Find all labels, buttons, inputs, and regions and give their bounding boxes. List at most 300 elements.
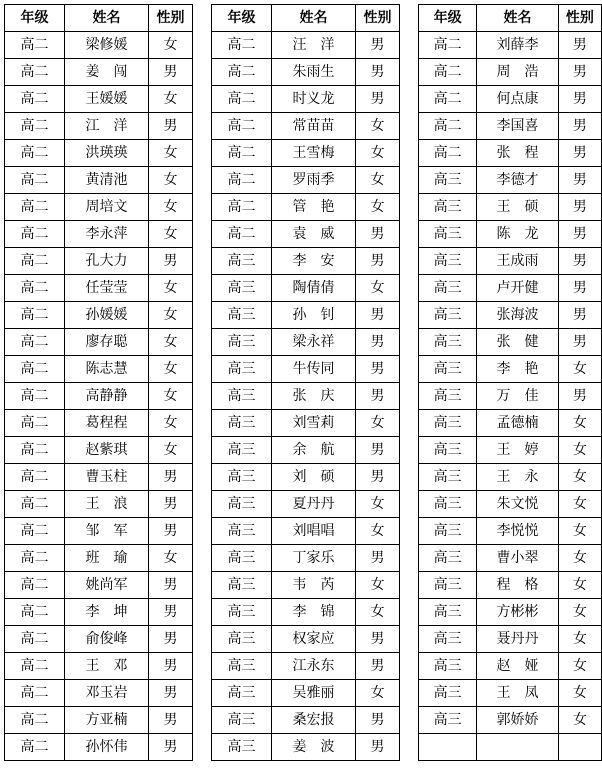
name-cell: 卢开健	[477, 275, 559, 302]
table-row	[212, 383, 400, 410]
name-cell: 管 艳	[272, 194, 356, 221]
grade-cell: 高二	[212, 59, 272, 86]
gender-cell: 男	[356, 734, 400, 761]
table-row	[5, 491, 193, 518]
table-row	[5, 140, 193, 167]
table-row	[5, 275, 193, 302]
grade-cell: 高三	[212, 680, 272, 707]
grade-cell: 高三	[419, 194, 477, 221]
grade-cell: 高二	[5, 599, 65, 626]
grade-cell: 高二	[5, 140, 65, 167]
gender-cell: 男	[356, 653, 400, 680]
header-grade: 年级	[419, 5, 477, 32]
grade-cell: 高三	[212, 572, 272, 599]
name-cell: 黄清池	[65, 167, 149, 194]
name-cell: 王 凤	[477, 680, 559, 707]
table-row	[419, 140, 602, 167]
name-cell: 罗雨季	[272, 167, 356, 194]
gender-cell: 女	[558, 599, 601, 626]
grade-cell: 高二	[5, 32, 65, 59]
gender-cell: 男	[149, 734, 193, 761]
name-cell: 孙媛媛	[65, 302, 149, 329]
table-row	[5, 248, 193, 275]
name-cell: 姚尚军	[65, 572, 149, 599]
name-cell: 刘 硕	[272, 464, 356, 491]
grade-cell: 高二	[5, 194, 65, 221]
name-cell: 万 佳	[477, 383, 559, 410]
gender-cell: 女	[558, 653, 601, 680]
grade-cell: 高二	[5, 572, 65, 599]
name-cell: 曹小翠	[477, 545, 559, 572]
gender-cell: 女	[149, 302, 193, 329]
table-row	[212, 86, 400, 113]
grade-cell: 高二	[212, 140, 272, 167]
gender-cell: 男	[149, 59, 193, 86]
table-row	[419, 59, 602, 86]
gender-cell: 女	[558, 545, 601, 572]
header-gender: 性别	[356, 5, 400, 32]
grade-cell: 高二	[5, 437, 65, 464]
gender-cell: 男	[558, 140, 601, 167]
table-row	[212, 302, 400, 329]
grade-cell: 高三	[419, 275, 477, 302]
grade-cell: 高二	[419, 32, 477, 59]
table-row	[5, 653, 193, 680]
grade-cell: 高二	[419, 113, 477, 140]
grade-cell: 高二	[5, 545, 65, 572]
grade-cell: 高二	[5, 626, 65, 653]
table-row	[5, 410, 193, 437]
table-row	[5, 194, 193, 221]
header-row	[212, 5, 400, 32]
table-row	[5, 221, 193, 248]
table-row	[419, 491, 602, 518]
gender-cell: 女	[149, 329, 193, 356]
name-cell: 王 浪	[65, 491, 149, 518]
gender-cell: 男	[558, 59, 601, 86]
grade-cell: 高三	[419, 167, 477, 194]
gender-cell: 女	[149, 356, 193, 383]
name-cell: 陶倩倩	[272, 275, 356, 302]
table-row	[212, 680, 400, 707]
gender-cell: 男	[149, 680, 193, 707]
table-row	[419, 86, 602, 113]
table-row	[5, 32, 193, 59]
gender-cell: 女	[558, 680, 601, 707]
gender-cell: 女	[356, 599, 400, 626]
gender-cell: 男	[149, 572, 193, 599]
table-row	[212, 626, 400, 653]
grade-cell: 高二	[5, 707, 65, 734]
grade-cell: 高三	[419, 410, 477, 437]
gender-cell: 男	[558, 383, 601, 410]
name-cell: 余 航	[272, 437, 356, 464]
grade-cell: 高二	[5, 653, 65, 680]
table-row	[212, 518, 400, 545]
name-cell: 姜 波	[272, 734, 356, 761]
table-row	[212, 410, 400, 437]
name-cell: 陈志慧	[65, 356, 149, 383]
name-cell: 方亚楠	[65, 707, 149, 734]
table-row	[212, 221, 400, 248]
table-row	[5, 545, 193, 572]
gender-cell: 女	[356, 680, 400, 707]
gender-cell: 女	[356, 167, 400, 194]
name-cell: 廖存聪	[65, 329, 149, 356]
gender-cell: 男	[558, 248, 601, 275]
name-cell: 葛程程	[65, 410, 149, 437]
table-row	[212, 707, 400, 734]
roster-table-3	[418, 4, 602, 761]
gender-cell: 女	[558, 572, 601, 599]
table-row	[212, 572, 400, 599]
table-row	[5, 437, 193, 464]
table-row	[419, 167, 602, 194]
name-cell: 王 硕	[477, 194, 559, 221]
name-cell: 时义龙	[272, 86, 356, 113]
gender-cell: 男	[558, 329, 601, 356]
table-row	[419, 437, 602, 464]
name-cell: 张 程	[477, 140, 559, 167]
gender-cell: 男	[149, 464, 193, 491]
grade-cell: 高二	[5, 302, 65, 329]
table-row	[5, 302, 193, 329]
table-row	[212, 140, 400, 167]
name-cell: 王 邓	[65, 653, 149, 680]
grade-cell: 高三	[419, 707, 477, 734]
gender-cell: 女	[356, 491, 400, 518]
grade-cell: 高三	[419, 221, 477, 248]
name-cell: 汪 洋	[272, 32, 356, 59]
grade-cell: 高二	[5, 383, 65, 410]
table-row	[212, 194, 400, 221]
table-row	[419, 302, 602, 329]
grade-cell: 高二	[419, 140, 477, 167]
grade-cell: 高三	[419, 680, 477, 707]
name-cell: 王成雨	[477, 248, 559, 275]
name-cell: 李德才	[477, 167, 559, 194]
grade-cell: 高三	[212, 734, 272, 761]
grade-cell: 高二	[5, 221, 65, 248]
table-row	[419, 275, 602, 302]
gender-cell: 男	[356, 59, 400, 86]
name-cell: 俞俊峰	[65, 626, 149, 653]
grade-cell: 高二	[5, 356, 65, 383]
grade-cell: 高二	[419, 59, 477, 86]
name-cell: 赵 娅	[477, 653, 559, 680]
table-row	[419, 113, 602, 140]
table-row	[212, 653, 400, 680]
name-cell: 洪瑛瑛	[65, 140, 149, 167]
name-cell: 牛传同	[272, 356, 356, 383]
name-cell: 李永萍	[65, 221, 149, 248]
name-cell: 江 洋	[65, 113, 149, 140]
name-cell: 周培文	[65, 194, 149, 221]
table-row	[212, 734, 400, 761]
table-row	[212, 356, 400, 383]
grade-cell: 高三	[419, 545, 477, 572]
table-row	[419, 626, 602, 653]
grade-cell: 高三	[419, 464, 477, 491]
name-cell: 朱雨生	[272, 59, 356, 86]
name-cell: 李 艳	[477, 356, 559, 383]
gender-cell: 男	[356, 626, 400, 653]
name-cell: 孟德楠	[477, 410, 559, 437]
gender-cell: 女	[356, 410, 400, 437]
name-cell: 李 坤	[65, 599, 149, 626]
name-cell: 王雪梅	[272, 140, 356, 167]
gender-cell: 女	[149, 140, 193, 167]
gender-cell: 男	[149, 518, 193, 545]
table-row	[5, 86, 193, 113]
table-row	[5, 113, 193, 140]
grade-cell: 高三	[419, 599, 477, 626]
grade-cell: 高三	[212, 275, 272, 302]
grade-cell: 高二	[5, 167, 65, 194]
grade-cell: 高二	[212, 167, 272, 194]
gender-cell: 女	[149, 32, 193, 59]
table-row	[419, 248, 602, 275]
name-cell: 孙 钊	[272, 302, 356, 329]
grade-cell: 高二	[212, 32, 272, 59]
gender-cell: 男	[149, 248, 193, 275]
gender-cell: 男	[149, 707, 193, 734]
table-row	[419, 464, 602, 491]
table-row	[212, 329, 400, 356]
gender-cell: 男	[558, 275, 601, 302]
name-cell: 班 瑜	[65, 545, 149, 572]
gender-cell: 男	[356, 383, 400, 410]
gender-cell: 男	[149, 491, 193, 518]
header-grade: 年级	[212, 5, 272, 32]
name-cell: 韦 芮	[272, 572, 356, 599]
grade-cell: 高三	[419, 437, 477, 464]
grade-cell: 高三	[419, 491, 477, 518]
name-cell: 刘雪莉	[272, 410, 356, 437]
table-row	[5, 167, 193, 194]
grade-cell: 高三	[212, 437, 272, 464]
name-cell: 何点康	[477, 86, 559, 113]
gender-cell: 女	[149, 86, 193, 113]
gender-cell: 男	[356, 221, 400, 248]
gender-cell: 女	[558, 491, 601, 518]
table-row	[212, 59, 400, 86]
table-row	[419, 32, 602, 59]
table-row	[419, 653, 602, 680]
grade-cell: 高二	[212, 113, 272, 140]
grade-cell: 高三	[419, 653, 477, 680]
gender-cell: 男	[356, 437, 400, 464]
grade-cell: 高三	[212, 329, 272, 356]
grade-cell: 高二	[5, 248, 65, 275]
gender-cell: 男	[558, 86, 601, 113]
table-row	[5, 329, 193, 356]
gender-cell: 女	[558, 437, 601, 464]
gender-cell: 女	[558, 464, 601, 491]
roster-table-1	[4, 4, 193, 761]
table-row	[5, 383, 193, 410]
name-cell: 方彬彬	[477, 599, 559, 626]
name-cell: 夏丹丹	[272, 491, 356, 518]
gender-cell: 女	[149, 167, 193, 194]
name-cell: 郭娇娇	[477, 707, 559, 734]
header-grade: 年级	[5, 5, 65, 32]
table-row	[419, 734, 602, 761]
table-row	[5, 59, 193, 86]
name-cell: 姜 闯	[65, 59, 149, 86]
gender-cell: 女	[558, 707, 601, 734]
table-row	[5, 572, 193, 599]
grade-cell: 高三	[212, 383, 272, 410]
name-cell: 权家应	[272, 626, 356, 653]
gender-cell: 女	[356, 518, 400, 545]
grade-cell: 高三	[419, 356, 477, 383]
table-row	[212, 167, 400, 194]
name-cell: 李 安	[272, 248, 356, 275]
table-row	[212, 545, 400, 572]
name-cell: 王媛媛	[65, 86, 149, 113]
table-row	[419, 221, 602, 248]
gender-cell: 女	[149, 221, 193, 248]
name-cell: 丁家乐	[272, 545, 356, 572]
grade-cell: 高三	[419, 518, 477, 545]
header-gender: 性别	[149, 5, 193, 32]
table-row	[212, 599, 400, 626]
table-row	[212, 275, 400, 302]
table-row	[5, 356, 193, 383]
name-cell: 张海波	[477, 302, 559, 329]
name-cell: 邹 军	[65, 518, 149, 545]
table-row	[419, 572, 602, 599]
gender-cell: 女	[356, 113, 400, 140]
table-row	[419, 518, 602, 545]
gender-cell: 男	[558, 194, 601, 221]
name-cell: 邓玉岩	[65, 680, 149, 707]
grade-cell: 高三	[419, 572, 477, 599]
gender-cell: 男	[356, 545, 400, 572]
gender-cell: 男	[356, 464, 400, 491]
name-cell: 李国喜	[477, 113, 559, 140]
gender-cell: 男	[356, 86, 400, 113]
gender-cell: 女	[558, 626, 601, 653]
name-cell: 桑宏报	[272, 707, 356, 734]
header-row	[419, 5, 602, 32]
table-row	[419, 194, 602, 221]
name-cell: 梁修媛	[65, 32, 149, 59]
name-cell: 赵紫琪	[65, 437, 149, 464]
grade-cell: 高三	[212, 518, 272, 545]
header-name: 姓名	[272, 5, 356, 32]
grade-cell: 高三	[212, 707, 272, 734]
table-row	[212, 113, 400, 140]
gender-cell: 女	[149, 545, 193, 572]
grade-cell: 高二	[212, 194, 272, 221]
table-row	[212, 248, 400, 275]
name-cell: 孔大力	[65, 248, 149, 275]
gender-cell: 女	[356, 572, 400, 599]
grade-cell: 高三	[212, 248, 272, 275]
table-row	[419, 680, 602, 707]
name-cell: 张 健	[477, 329, 559, 356]
table-row	[212, 491, 400, 518]
grade-cell: 高二	[5, 464, 65, 491]
grade-cell: 高三	[419, 302, 477, 329]
gender-cell: 男	[356, 32, 400, 59]
name-cell	[477, 734, 559, 761]
gender-cell: 男	[558, 167, 601, 194]
table-row	[5, 518, 193, 545]
table-row	[5, 680, 193, 707]
grade-cell: 高二	[212, 221, 272, 248]
grade-cell: 高三	[419, 329, 477, 356]
gender-cell: 男	[149, 626, 193, 653]
gender-cell: 男	[558, 302, 601, 329]
gender-cell: 男	[149, 599, 193, 626]
header-row	[5, 5, 193, 32]
table-row	[5, 707, 193, 734]
name-cell: 刘唱唱	[272, 518, 356, 545]
gender-cell: 男	[558, 113, 601, 140]
gender-cell: 女	[558, 410, 601, 437]
name-cell: 吴雅丽	[272, 680, 356, 707]
table-row	[419, 707, 602, 734]
grade-cell: 高二	[212, 86, 272, 113]
table-row	[5, 599, 193, 626]
grade-cell: 高二	[5, 59, 65, 86]
name-cell: 梁永祥	[272, 329, 356, 356]
grade-cell: 高二	[5, 734, 65, 761]
name-cell: 陈 龙	[477, 221, 559, 248]
gender-cell: 女	[356, 194, 400, 221]
gender-cell: 女	[558, 518, 601, 545]
table-row	[419, 383, 602, 410]
gender-cell: 男	[149, 653, 193, 680]
grade-cell: 高三	[212, 491, 272, 518]
grade-cell: 高二	[5, 491, 65, 518]
grade-cell: 高三	[212, 302, 272, 329]
name-cell: 任莹莹	[65, 275, 149, 302]
table-row	[212, 32, 400, 59]
gender-cell: 男	[558, 221, 601, 248]
table-row	[419, 545, 602, 572]
name-cell: 李 锦	[272, 599, 356, 626]
table-row	[212, 464, 400, 491]
grade-cell: 高二	[419, 86, 477, 113]
gender-cell: 男	[149, 113, 193, 140]
table-row	[5, 734, 193, 761]
name-cell: 王 永	[477, 464, 559, 491]
grade-cell: 高二	[5, 518, 65, 545]
gender-cell: 女	[558, 356, 601, 383]
name-cell: 张 庆	[272, 383, 356, 410]
gender-cell: 男	[356, 707, 400, 734]
grade-cell: 高三	[419, 626, 477, 653]
gender-cell: 女	[149, 194, 193, 221]
grade-cell: 高二	[5, 113, 65, 140]
header-name: 姓名	[477, 5, 559, 32]
gender-cell	[558, 734, 601, 761]
table-row	[419, 410, 602, 437]
table-row	[419, 329, 602, 356]
grade-cell: 高三	[212, 410, 272, 437]
grade-cell: 高三	[419, 248, 477, 275]
grade-cell: 高三	[212, 356, 272, 383]
gender-cell: 女	[149, 275, 193, 302]
gender-cell: 男	[356, 356, 400, 383]
grade-cell: 高三	[212, 545, 272, 572]
grade-cell: 高三	[212, 653, 272, 680]
name-cell: 程 格	[477, 572, 559, 599]
